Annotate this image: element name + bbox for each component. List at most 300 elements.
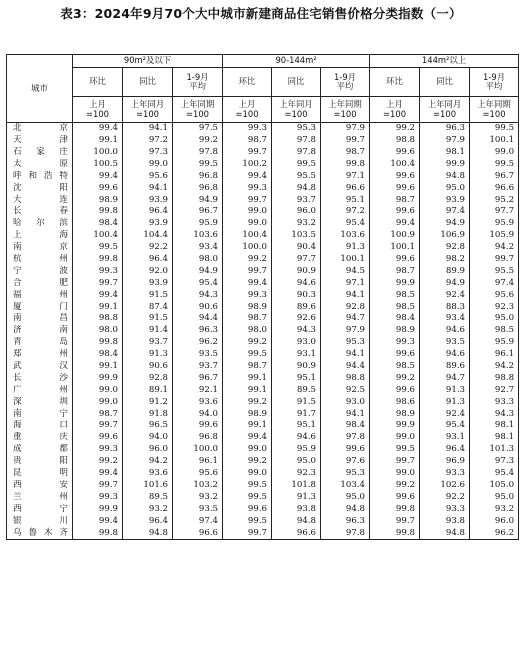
table-row [7, 194, 519, 206]
price-index-table [6, 54, 519, 540]
page-title: 表3：2024年9月70个大中城市新建商品住宅销售价格分类指数（一） [60, 6, 462, 21]
index-value-cell: 88.3 [420, 301, 470, 313]
index-value-cell: 99.6 [370, 254, 420, 266]
index-value-cell: 92.1 [173, 385, 223, 397]
index-value-cell: 99.4 [223, 171, 272, 183]
city-name-cell: 银川 [7, 515, 73, 527]
index-value-cell: 96.0 [470, 515, 519, 527]
index-value-cell: 99.1 [223, 373, 272, 385]
city-name-cell: 深圳 [7, 396, 73, 408]
index-value-cell: 100.0 [73, 147, 123, 159]
city-name-cell: 广州 [7, 385, 73, 397]
index-value-cell: 94.7 [420, 373, 470, 385]
index-value-cell: 95.5 [470, 266, 519, 278]
index-value-cell: 99.0 [123, 159, 173, 171]
table-row [7, 159, 519, 171]
index-value-cell: 99.0 [370, 432, 420, 444]
index-value-cell: 97.3 [123, 147, 173, 159]
table-row [7, 242, 519, 254]
index-value-cell: 95.6 [173, 468, 223, 480]
index-value-cell: 93.6 [123, 468, 173, 480]
index-value-cell: 96.8 [173, 432, 223, 444]
city-name-cell: 海口 [7, 420, 73, 432]
sub-header-cell: 1-9月 平均 [173, 68, 223, 97]
index-value-cell: 99.6 [370, 492, 420, 504]
table-row [7, 492, 519, 504]
index-value-cell: 99.8 [73, 206, 123, 218]
index-value-cell: 93.0 [321, 396, 370, 408]
table-row [7, 408, 519, 420]
index-value-cell: 95.2 [470, 194, 519, 206]
index-value-cell: 98.7 [370, 266, 420, 278]
index-value-cell: 99.2 [370, 373, 420, 385]
index-value-cell: 99.5 [223, 349, 272, 361]
city-name-cell: 天津 [7, 135, 73, 147]
sub-header-cell: 同比 [123, 68, 173, 97]
index-value-cell: 99.4 [223, 278, 272, 290]
index-value-cell: 99.8 [73, 337, 123, 349]
index-value-cell: 95.1 [272, 420, 321, 432]
index-value-cell: 99.0 [73, 385, 123, 397]
index-value-cell: 91.5 [123, 289, 173, 301]
index-value-cell: 94.1 [321, 289, 370, 301]
index-value-cell: 99.3 [223, 182, 272, 194]
index-value-cell: 95.6 [123, 171, 173, 183]
index-value-cell: 93.3 [470, 396, 519, 408]
city-name-cell: 武汉 [7, 361, 73, 373]
index-value-cell: 98.4 [370, 313, 420, 325]
index-value-cell: 96.5 [123, 420, 173, 432]
index-value-cell: 99.2 [370, 480, 420, 492]
sub-header-cell: 环比 [223, 68, 272, 97]
index-value-cell: 99.5 [272, 159, 321, 171]
index-value-cell: 94.6 [272, 432, 321, 444]
index-value-cell: 91.3 [272, 492, 321, 504]
index-value-cell: 94.8 [420, 171, 470, 183]
index-value-cell: 93.9 [123, 218, 173, 230]
city-name-cell: 郑州 [7, 349, 73, 361]
city-name-cell: 西安 [7, 480, 73, 492]
index-value-cell: 100.5 [73, 159, 123, 171]
index-value-cell: 99.5 [470, 159, 519, 171]
index-value-cell: 99.9 [370, 278, 420, 290]
index-value-cell: 96.3 [321, 515, 370, 527]
index-value-cell: 98.5 [370, 289, 420, 301]
index-value-cell: 105.9 [470, 230, 519, 242]
index-value-cell: 95.4 [173, 278, 223, 290]
index-value-cell: 97.4 [420, 206, 470, 218]
index-value-cell: 99.2 [223, 456, 272, 468]
index-value-cell: 98.8 [470, 373, 519, 385]
table-row [7, 504, 519, 516]
table-row [7, 468, 519, 480]
index-value-cell: 99.7 [470, 254, 519, 266]
index-value-cell: 93.2 [173, 492, 223, 504]
base-header-cell: 上月 =100 [223, 97, 272, 123]
index-value-cell: 100.1 [321, 254, 370, 266]
sub-header-cell: 同比 [272, 68, 321, 97]
index-value-cell: 97.1 [321, 171, 370, 183]
index-value-cell: 94.8 [123, 527, 173, 539]
index-value-cell: 98.1 [470, 420, 519, 432]
index-value-cell: 99.0 [223, 444, 272, 456]
table-row [7, 218, 519, 230]
index-value-cell: 96.1 [173, 456, 223, 468]
index-value-cell: 99.5 [73, 242, 123, 254]
index-value-cell: 99.6 [370, 385, 420, 397]
city-name-cell: 上海 [7, 230, 73, 242]
index-value-cell: 96.4 [123, 206, 173, 218]
index-value-cell: 93.5 [173, 349, 223, 361]
index-value-cell: 98.1 [470, 432, 519, 444]
city-name-cell: 重庆 [7, 432, 73, 444]
index-value-cell: 95.3 [321, 468, 370, 480]
table-row [7, 432, 519, 444]
index-value-cell: 90.9 [272, 266, 321, 278]
city-name-cell: 长沙 [7, 373, 73, 385]
index-value-cell: 93.9 [420, 194, 470, 206]
index-value-cell: 99.3 [73, 266, 123, 278]
index-value-cell: 92.3 [272, 468, 321, 480]
index-value-cell: 106.9 [420, 230, 470, 242]
index-value-cell: 99.9 [73, 504, 123, 516]
index-value-cell: 92.2 [123, 242, 173, 254]
index-value-cell: 96.8 [173, 182, 223, 194]
index-value-cell: 97.1 [321, 278, 370, 290]
index-value-cell: 99.1 [73, 361, 123, 373]
index-value-cell: 92.6 [272, 313, 321, 325]
index-value-cell: 99.0 [370, 468, 420, 480]
index-value-cell: 93.4 [173, 242, 223, 254]
index-value-cell: 98.9 [223, 301, 272, 313]
index-value-cell: 90.6 [173, 301, 223, 313]
index-value-cell: 97.8 [173, 147, 223, 159]
index-value-cell: 99.3 [223, 289, 272, 301]
index-value-cell: 94.1 [321, 349, 370, 361]
index-value-cell: 99.5 [223, 492, 272, 504]
table-row [7, 171, 519, 183]
table-row [7, 456, 519, 468]
index-value-cell: 93.2 [123, 504, 173, 516]
index-value-cell: 96.7 [173, 206, 223, 218]
city-name-cell: 贵阳 [7, 456, 73, 468]
index-value-cell: 99.4 [73, 468, 123, 480]
index-value-cell: 105.0 [470, 480, 519, 492]
index-value-cell: 93.1 [272, 349, 321, 361]
index-value-cell: 98.9 [370, 325, 420, 337]
index-value-cell: 94.4 [321, 361, 370, 373]
index-value-cell: 104.4 [123, 230, 173, 242]
index-value-cell: 98.7 [223, 361, 272, 373]
index-value-cell: 98.9 [223, 408, 272, 420]
index-value-cell: 99.7 [223, 527, 272, 539]
index-value-cell: 89.6 [272, 301, 321, 313]
index-value-cell: 94.9 [173, 194, 223, 206]
city-name-cell: 南宁 [7, 408, 73, 420]
index-value-cell: 100.0 [173, 444, 223, 456]
table-row [7, 313, 519, 325]
index-value-cell: 99.7 [73, 278, 123, 290]
table-body [7, 123, 519, 540]
index-value-cell: 99.3 [73, 444, 123, 456]
index-value-cell: 99.6 [370, 206, 420, 218]
base-header-cell: 上年同月 =100 [123, 97, 173, 123]
index-value-cell: 103.6 [321, 230, 370, 242]
city-name-cell: 青岛 [7, 337, 73, 349]
index-value-cell: 91.3 [420, 396, 470, 408]
index-value-cell: 90.3 [272, 289, 321, 301]
index-value-cell: 96.6 [321, 182, 370, 194]
index-value-cell: 94.9 [420, 218, 470, 230]
index-value-cell: 93.3 [420, 504, 470, 516]
index-value-cell: 99.5 [470, 123, 519, 135]
city-name-cell: 昆明 [7, 468, 73, 480]
index-value-cell: 91.2 [123, 396, 173, 408]
index-value-cell: 89.5 [123, 492, 173, 504]
table-row [7, 266, 519, 278]
index-value-cell: 99.7 [370, 456, 420, 468]
index-value-cell: 97.8 [321, 527, 370, 539]
index-value-cell: 99.2 [370, 123, 420, 135]
index-value-cell: 99.5 [223, 480, 272, 492]
table-row [7, 182, 519, 194]
index-value-cell: 99.1 [223, 420, 272, 432]
index-value-cell: 96.6 [173, 527, 223, 539]
base-header-row [7, 97, 519, 123]
index-value-cell: 99.4 [223, 432, 272, 444]
index-value-cell: 94.0 [173, 408, 223, 420]
index-value-cell: 97.6 [321, 456, 370, 468]
index-value-cell: 95.9 [173, 218, 223, 230]
city-name-cell: 长春 [7, 206, 73, 218]
index-value-cell: 92.4 [420, 408, 470, 420]
index-value-cell: 95.9 [470, 337, 519, 349]
index-value-cell: 101.8 [272, 480, 321, 492]
index-value-cell: 93.6 [173, 396, 223, 408]
index-value-cell: 99.9 [73, 373, 123, 385]
index-value-cell: 93.5 [420, 337, 470, 349]
table-header [7, 55, 519, 123]
index-value-cell: 99.5 [370, 444, 420, 456]
index-value-cell: 99.2 [173, 135, 223, 147]
index-value-cell: 99.9 [370, 420, 420, 432]
index-value-cell: 99.2 [223, 337, 272, 349]
index-value-cell: 92.2 [420, 492, 470, 504]
index-value-cell: 99.4 [73, 289, 123, 301]
index-value-cell: 95.1 [321, 194, 370, 206]
group-header-small: 90m²及以下 [73, 55, 223, 68]
city-name-cell: 石家庄 [7, 147, 73, 159]
index-value-cell: 99.8 [321, 159, 370, 171]
city-name-cell: 成都 [7, 444, 73, 456]
base-header-cell: 上年同月 =100 [420, 97, 470, 123]
index-value-cell: 94.1 [123, 182, 173, 194]
index-value-cell: 94.8 [272, 515, 321, 527]
index-value-cell: 95.4 [420, 420, 470, 432]
index-value-cell: 100.4 [370, 159, 420, 171]
index-value-cell: 100.2 [223, 159, 272, 171]
index-value-cell: 95.3 [272, 123, 321, 135]
index-value-cell: 93.7 [123, 337, 173, 349]
index-value-cell: 98.4 [73, 349, 123, 361]
index-value-cell: 96.9 [420, 456, 470, 468]
index-value-cell: 99.6 [370, 171, 420, 183]
index-value-cell: 96.6 [272, 527, 321, 539]
index-value-cell: 98.5 [370, 301, 420, 313]
table-row [7, 373, 519, 385]
index-value-cell: 96.7 [470, 171, 519, 183]
index-value-cell: 99.0 [73, 396, 123, 408]
index-value-cell: 97.8 [321, 432, 370, 444]
index-value-cell: 94.9 [173, 266, 223, 278]
index-value-cell: 94.2 [470, 361, 519, 373]
index-value-cell: 99.7 [223, 266, 272, 278]
index-value-cell: 93.2 [470, 504, 519, 516]
index-value-cell: 95.0 [470, 492, 519, 504]
table-row [7, 230, 519, 242]
index-value-cell: 89.6 [420, 361, 470, 373]
index-value-cell: 99.7 [73, 420, 123, 432]
index-value-cell: 92.0 [123, 266, 173, 278]
index-value-cell: 87.4 [123, 301, 173, 313]
index-value-cell: 91.4 [123, 325, 173, 337]
city-name-cell: 大连 [7, 194, 73, 206]
city-name-cell: 厦门 [7, 301, 73, 313]
city-name-cell: 合肥 [7, 278, 73, 290]
table-row [7, 254, 519, 266]
base-header-cell: 上年同期 =100 [470, 97, 519, 123]
index-value-cell: 94.6 [420, 349, 470, 361]
index-value-cell: 96.6 [470, 182, 519, 194]
index-value-cell: 99.7 [223, 194, 272, 206]
index-value-cell: 89.9 [420, 266, 470, 278]
index-value-cell: 101.6 [123, 480, 173, 492]
index-value-cell: 97.8 [272, 147, 321, 159]
index-value-cell: 97.3 [470, 456, 519, 468]
group-header-medium: 90-144m² [223, 55, 370, 68]
index-value-cell: 96.7 [173, 373, 223, 385]
index-value-cell: 95.6 [470, 289, 519, 301]
index-value-cell: 99.6 [321, 444, 370, 456]
index-value-cell: 97.2 [321, 206, 370, 218]
city-column-header: 城市 [7, 55, 73, 123]
index-value-cell: 94.4 [173, 313, 223, 325]
index-value-cell: 91.3 [123, 349, 173, 361]
index-value-cell: 93.8 [420, 515, 470, 527]
index-value-cell: 99.2 [223, 254, 272, 266]
index-value-cell: 96.0 [272, 206, 321, 218]
index-value-cell: 96.2 [470, 527, 519, 539]
index-value-cell: 99.7 [223, 147, 272, 159]
index-value-cell: 97.4 [470, 278, 519, 290]
index-value-cell: 97.9 [420, 135, 470, 147]
index-value-cell: 99.6 [223, 504, 272, 516]
city-name-cell: 乌鲁木齐 [7, 527, 73, 539]
index-value-cell: 98.8 [321, 373, 370, 385]
index-value-cell: 95.4 [321, 218, 370, 230]
city-name-cell: 北京 [7, 123, 73, 135]
index-value-cell: 92.5 [321, 385, 370, 397]
index-value-cell: 99.8 [73, 254, 123, 266]
index-value-cell: 93.5 [173, 504, 223, 516]
city-name-cell: 兰州 [7, 492, 73, 504]
index-value-cell: 99.6 [73, 182, 123, 194]
index-value-cell: 95.0 [272, 456, 321, 468]
index-value-cell: 99.0 [223, 206, 272, 218]
index-value-cell: 99.5 [173, 159, 223, 171]
index-value-cell: 97.8 [272, 135, 321, 147]
index-value-cell: 98.0 [223, 325, 272, 337]
index-value-cell: 99.6 [370, 147, 420, 159]
city-name-cell: 西宁 [7, 504, 73, 516]
index-value-cell: 96.1 [470, 349, 519, 361]
index-value-cell: 103.4 [321, 480, 370, 492]
table-row [7, 420, 519, 432]
index-value-cell: 93.9 [123, 278, 173, 290]
city-name-cell: 济南 [7, 325, 73, 337]
sub-header-cell: 环比 [73, 68, 123, 97]
index-value-cell: 96.4 [420, 444, 470, 456]
index-value-cell: 99.6 [370, 349, 420, 361]
index-value-cell: 100.4 [223, 230, 272, 242]
index-value-cell: 92.8 [123, 373, 173, 385]
index-value-cell: 93.3 [420, 468, 470, 480]
index-value-cell: 94.5 [321, 266, 370, 278]
city-name-cell: 沈阳 [7, 182, 73, 194]
index-value-cell: 94.8 [272, 182, 321, 194]
index-value-cell: 98.6 [370, 396, 420, 408]
index-value-cell: 92.3 [470, 301, 519, 313]
index-value-cell: 100.1 [470, 135, 519, 147]
sub-header-cell: 同比 [420, 68, 470, 97]
index-value-cell: 96.4 [123, 254, 173, 266]
index-value-cell: 97.9 [321, 325, 370, 337]
index-value-cell: 102.6 [420, 480, 470, 492]
index-value-cell: 99.1 [73, 135, 123, 147]
index-value-cell: 103.2 [173, 480, 223, 492]
table-row [7, 480, 519, 492]
index-value-cell: 100.0 [223, 242, 272, 254]
table-row [7, 206, 519, 218]
index-value-cell: 94.6 [420, 325, 470, 337]
index-value-cell: 99.6 [73, 432, 123, 444]
index-value-cell: 98.4 [73, 218, 123, 230]
index-value-cell: 98.8 [73, 313, 123, 325]
sub-header-cell: 1-9月 平均 [470, 68, 519, 97]
index-value-cell: 99.3 [73, 492, 123, 504]
table-row [7, 515, 519, 527]
index-value-cell: 97.7 [470, 206, 519, 218]
index-value-cell: 95.3 [321, 337, 370, 349]
index-value-cell: 91.3 [420, 385, 470, 397]
index-value-cell: 97.9 [321, 123, 370, 135]
table-row [7, 444, 519, 456]
base-header-cell: 上年同期 =100 [321, 97, 370, 123]
city-name-cell: 宁波 [7, 266, 73, 278]
index-value-cell: 91.5 [123, 313, 173, 325]
index-value-cell: 94.8 [420, 527, 470, 539]
index-value-cell: 94.8 [321, 504, 370, 516]
table-row [7, 527, 519, 539]
index-value-cell: 94.9 [420, 278, 470, 290]
index-value-cell: 98.9 [73, 194, 123, 206]
city-name-cell: 哈尔滨 [7, 218, 73, 230]
index-value-cell: 98.0 [173, 254, 223, 266]
index-value-cell: 98.2 [420, 254, 470, 266]
city-name-cell: 太原 [7, 159, 73, 171]
index-value-cell: 97.7 [272, 254, 321, 266]
index-value-cell: 95.5 [272, 171, 321, 183]
